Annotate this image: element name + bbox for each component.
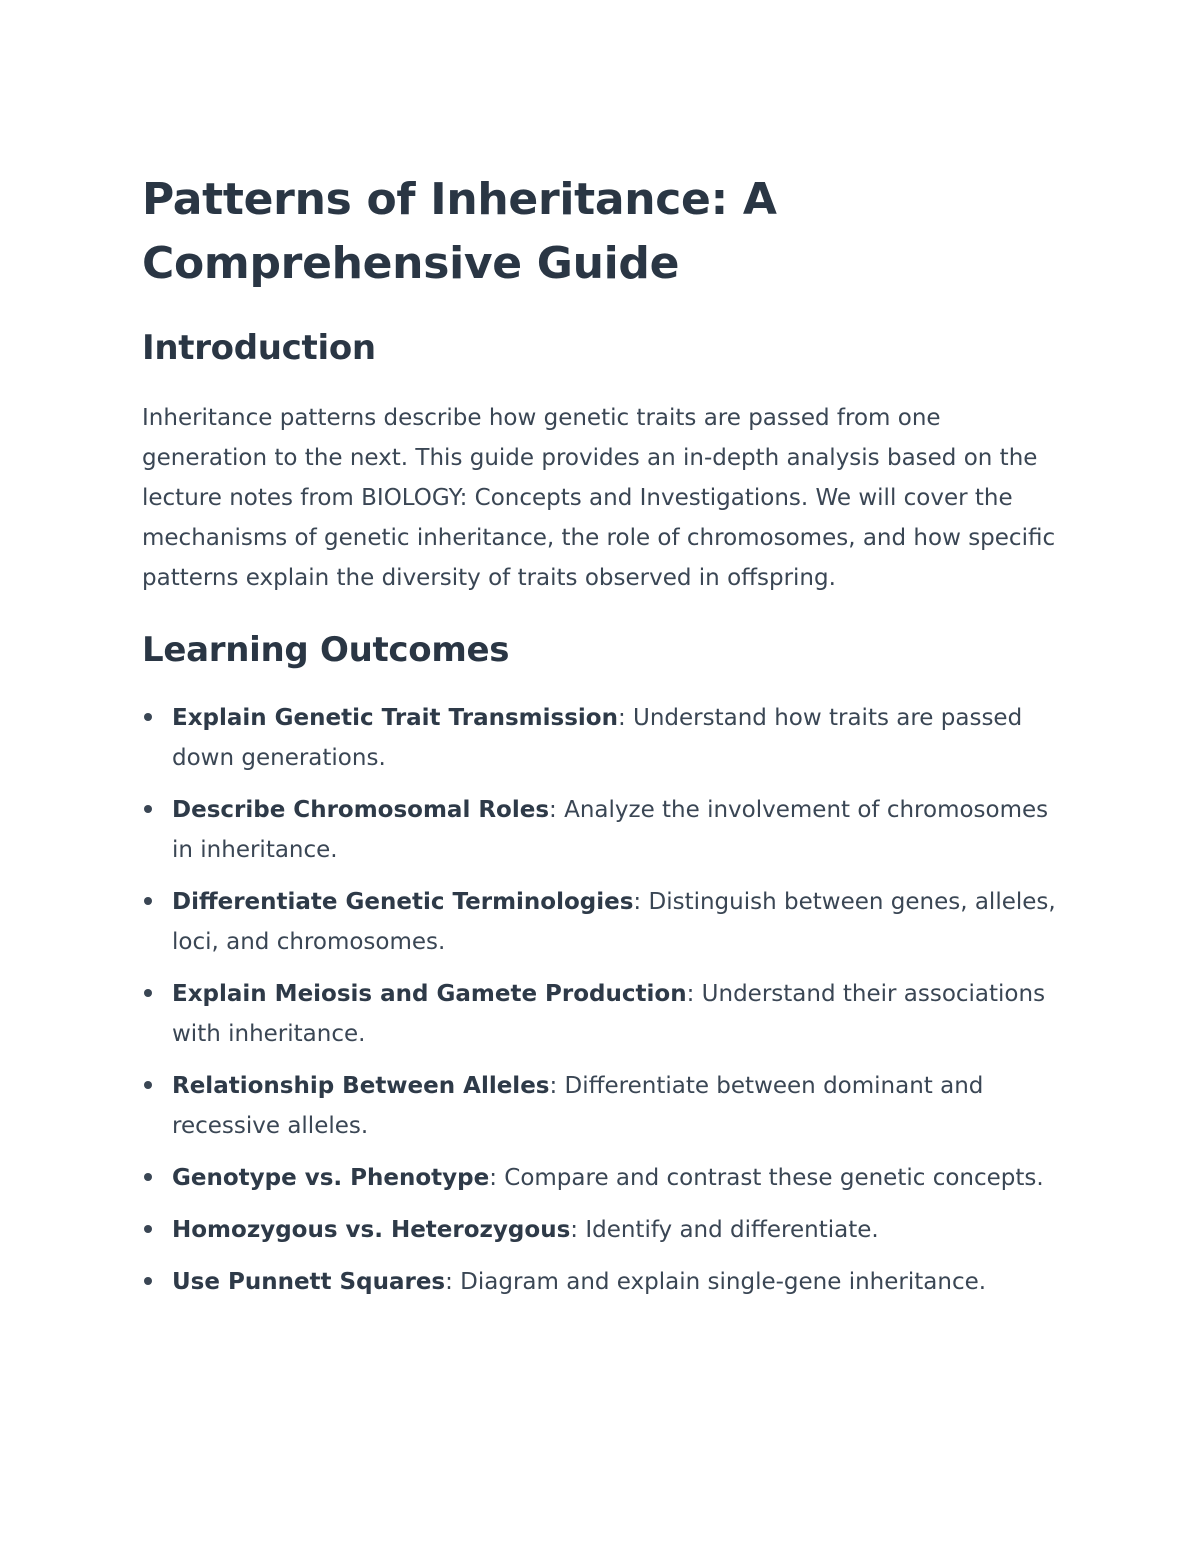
- outcome-term: Explain Meiosis and Gamete Production: [172, 981, 687, 1007]
- outcome-term: Homozygous vs. Heterozygous: [172, 1217, 571, 1243]
- outcome-term: Explain Genetic Trait Transmission: [172, 705, 618, 731]
- outcome-term: Relationship Between Alleles: [172, 1073, 550, 1099]
- outcome-text: : Distinguish between genes, alleles, loci, and chromosomes.: [172, 889, 1056, 955]
- list-item: [142, 698, 1062, 778]
- bullet-icon: [144, 805, 152, 813]
- document-page: [142, 168, 1062, 1314]
- bullet-icon: [144, 713, 152, 721]
- outcome-term: Use Punnett Squares: [172, 1269, 446, 1295]
- bullet-icon: [144, 1081, 152, 1089]
- outcome-term: Differentiate Genetic Terminologies: [172, 889, 634, 915]
- introduction-heading: Introduction: [142, 328, 376, 368]
- outcome-text: : Understand their associations with inheritance.: [172, 981, 1046, 1047]
- bullet-icon: [144, 1173, 152, 1181]
- outcome-text: : Compare and contrast these genetic concepts.: [489, 1165, 1044, 1191]
- list-item: [142, 1158, 1062, 1198]
- bullet-icon: [144, 1277, 152, 1285]
- bullet-icon: [144, 897, 152, 905]
- document-title: Patterns of Inheritance: A Comprehensive Guide: [142, 174, 777, 289]
- introduction-paragraph: Inheritance patterns describe how genetic traits are passed from one generation to the next. This guide provides an in-depth analysis based on the lecture notes from BIOLOGY: Concepts and Investigations. We will cover the mechanisms of genetic inheritance, the role of chromosomes, and how specific patterns explain the diversity of traits observed in offspring.: [142, 405, 1056, 591]
- list-item: [142, 1262, 1062, 1302]
- outcome-text: : Analyze the involvement of chromosomes in inheritance.: [172, 797, 1049, 863]
- list-item: [142, 882, 1062, 962]
- list-item: [142, 1066, 1062, 1146]
- outcome-term: Genotype vs. Phenotype: [172, 1165, 490, 1191]
- list-item: [142, 790, 1062, 870]
- bullet-icon: [144, 1225, 152, 1233]
- learning-outcomes-heading: Learning Outcomes: [142, 630, 510, 670]
- list-item: [142, 974, 1062, 1054]
- learning-outcomes-list: [142, 698, 1062, 1302]
- bullet-icon: [144, 989, 152, 997]
- outcome-text: : Identify and differentiate.: [570, 1217, 879, 1243]
- list-item: [142, 1210, 1062, 1250]
- outcome-text: : Understand how traits are passed down generations.: [172, 705, 1023, 771]
- outcome-text: : Differentiate between dominant and recessive alleles.: [172, 1073, 984, 1139]
- outcome-text: : Diagram and explain single-gene inheritance.: [445, 1269, 987, 1295]
- outcome-term: Describe Chromosomal Roles: [172, 797, 550, 823]
